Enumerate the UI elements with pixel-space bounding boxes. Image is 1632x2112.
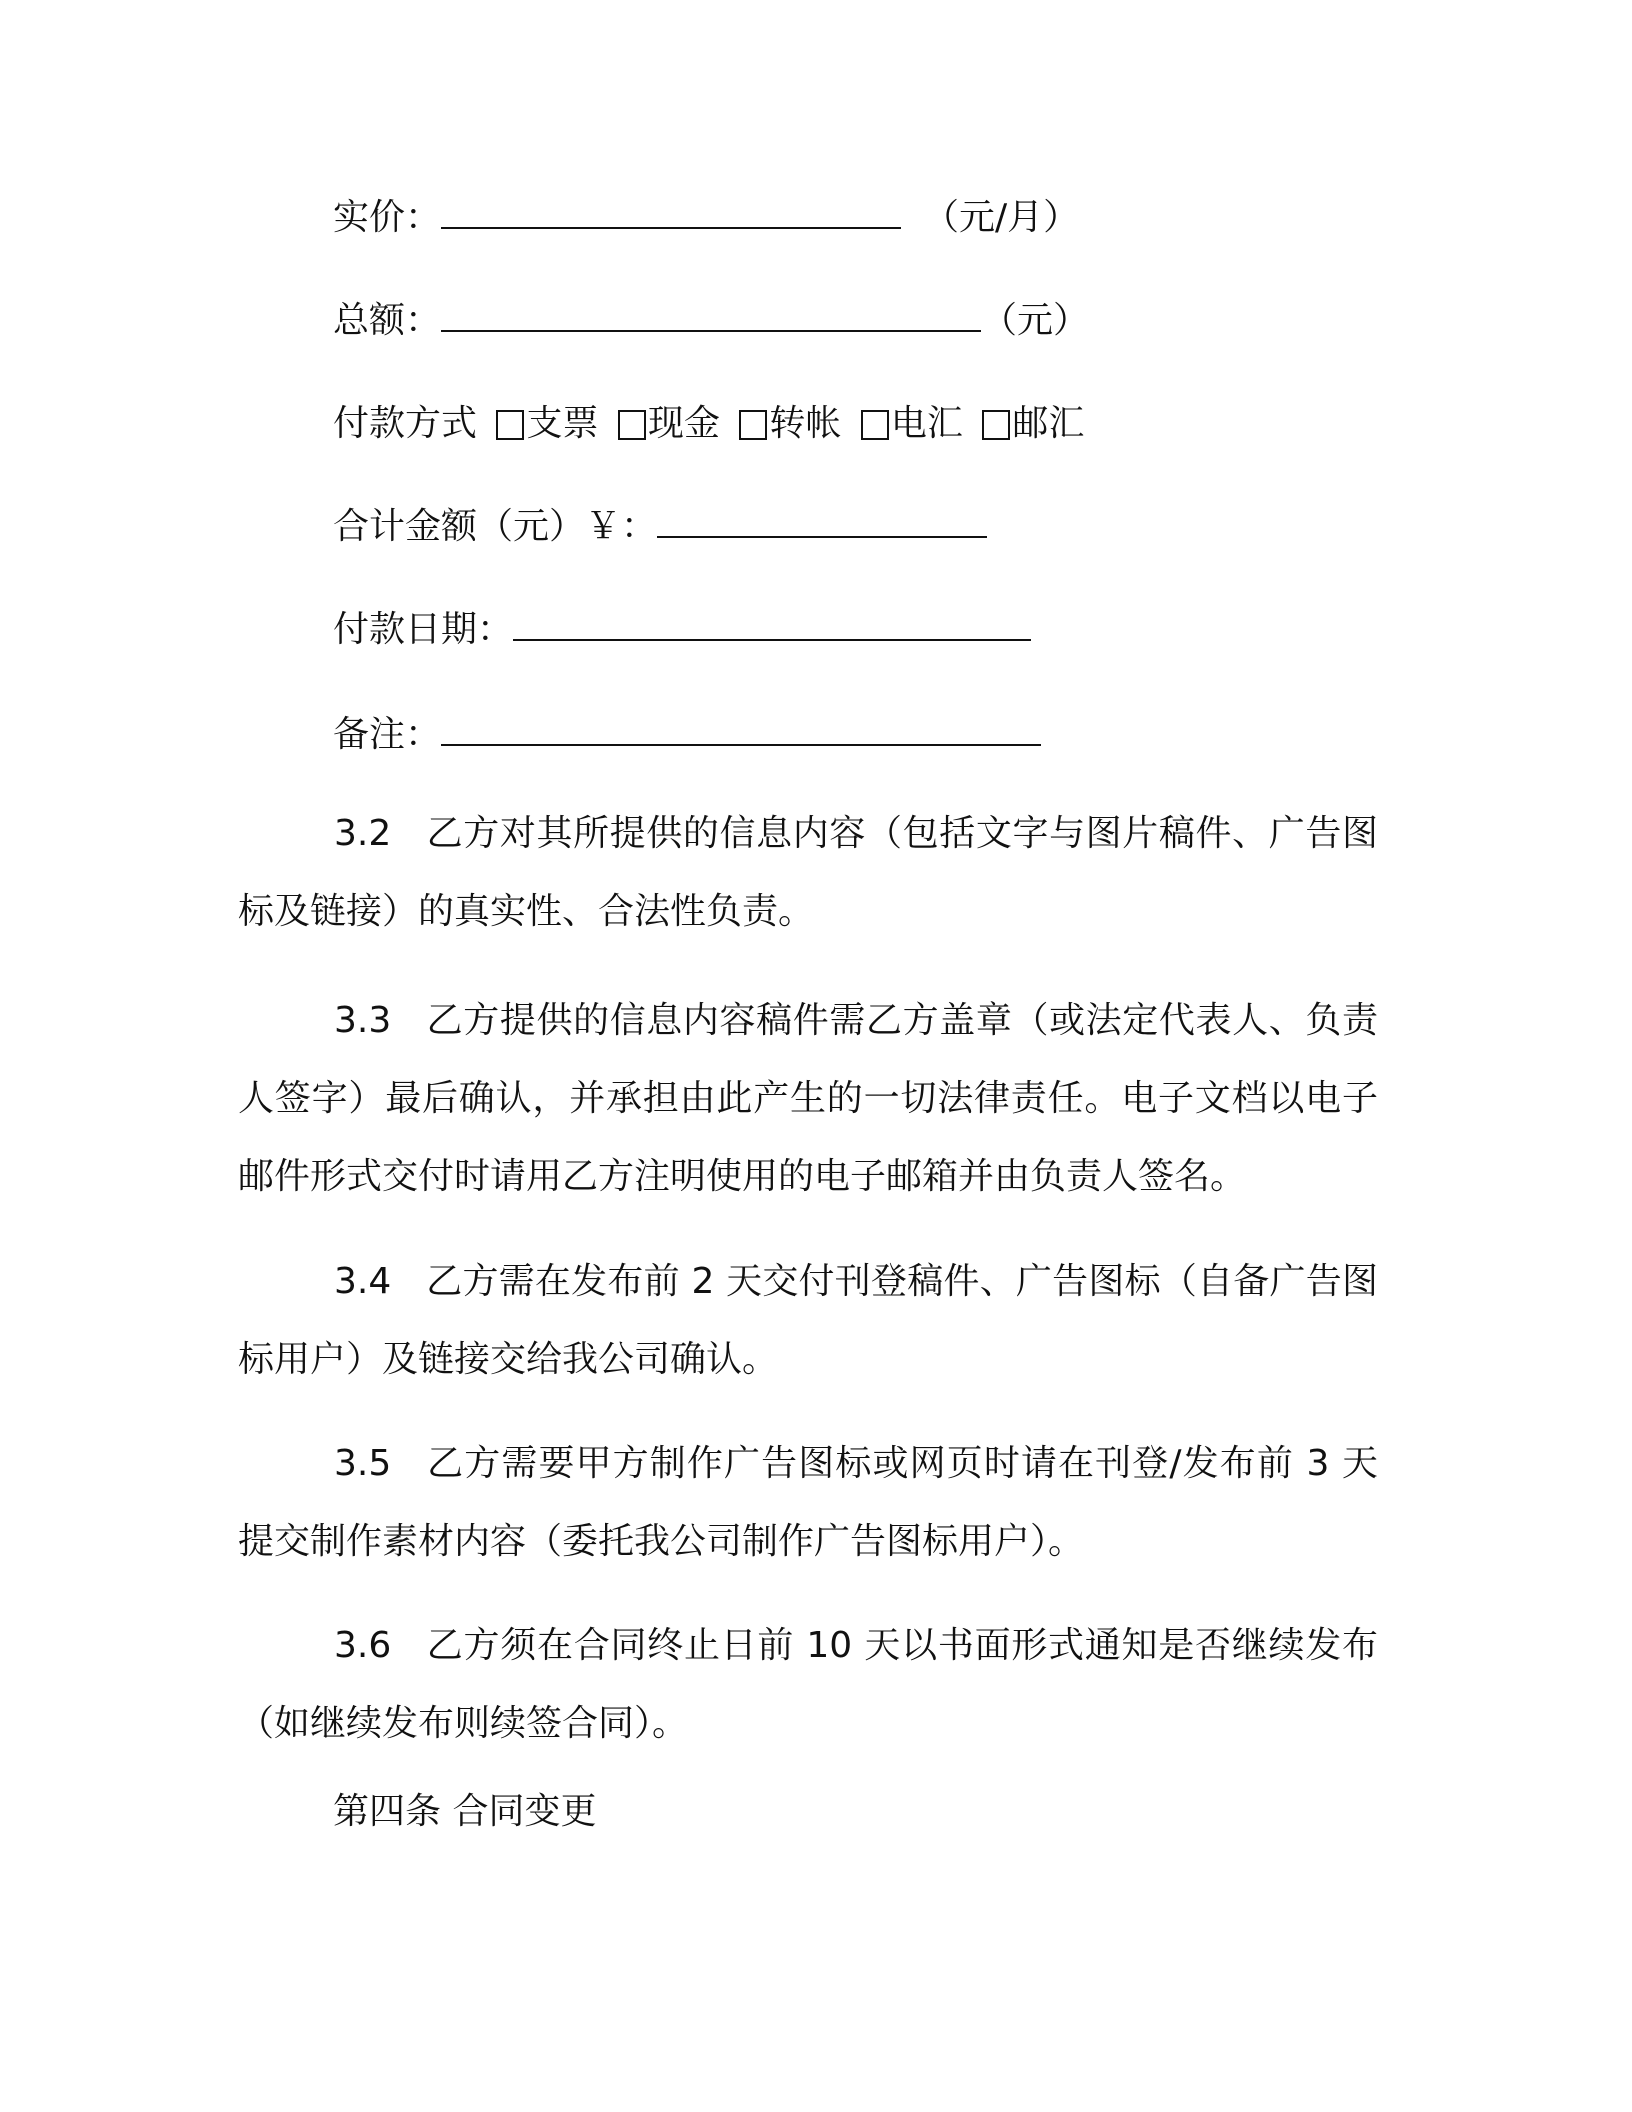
payment-date-label: 付款日期： (333, 609, 514, 650)
sum-amount-label: 合计金额（元）￥： (333, 506, 658, 547)
sum-amount-row (333, 505, 987, 549)
payment-method-row (333, 402, 1084, 446)
payment-date-row (333, 608, 1031, 652)
clause-number: 3.3 (334, 1000, 392, 1041)
actual-price-blank[interactable] (441, 197, 901, 229)
clause-text: 乙方须在合同终止日前 10 天以书面形式通知是否继续发布（如继续发布则续签合同）。 (238, 1625, 1378, 1744)
clause-3-6 (238, 1607, 1378, 1763)
section-heading: 第四条 合同变更 (333, 1791, 597, 1832)
sum-amount-blank[interactable] (657, 506, 987, 538)
actual-price-unit: （元/月） (923, 197, 1080, 238)
checkbox-cheque[interactable] (496, 410, 524, 440)
clause-text: 乙方提供的信息内容稿件需乙方盖章（或法定代表人、负责人签字）最后确认，并承担由此产生的一切法律责任。电子文档以电子邮件形式交付时请用乙方注明使用的电子邮箱并由负责人签名。 (238, 1000, 1378, 1197)
total-amount-blank[interactable] (441, 300, 981, 332)
clause-3-3 (238, 982, 1378, 1216)
clause-text: 乙方需在发布前 2 天交付刊登稿件、广告图标（自备广告图标用户）及链接交给我公司确认。 (238, 1261, 1378, 1380)
actual-price-label: 实价： (333, 197, 442, 238)
clause-number: 3.5 (334, 1443, 392, 1484)
clause-number: 3.4 (334, 1261, 392, 1302)
checkbox-transfer[interactable] (739, 410, 767, 440)
total-amount-label: 总额： (333, 300, 442, 341)
payment-method-label: 付款方式 (333, 403, 478, 444)
total-amount-unit: （元） (981, 300, 1090, 341)
option-wire-label: 电汇 (890, 403, 963, 444)
checkbox-cash[interactable] (618, 410, 646, 440)
checkbox-wire[interactable] (861, 410, 889, 440)
option-postal-label: 邮汇 (1012, 403, 1085, 444)
payment-date-blank[interactable] (513, 609, 1031, 641)
total-amount-row (333, 299, 1089, 343)
remarks-label: 备注： (333, 714, 442, 755)
clause-number: 3.2 (334, 813, 392, 854)
clause-text: 乙方需要甲方制作广告图标或网页时请在刊登/发布前 3 天提交制作素材内容（委托我公司制作广告图标用户）。 (238, 1443, 1378, 1562)
option-transfer-label: 转帐 (769, 403, 842, 444)
remarks-blank[interactable] (441, 714, 1041, 746)
clause-3-2 (238, 795, 1378, 951)
clause-3-4 (238, 1243, 1378, 1399)
option-cash-label: 现金 (647, 403, 720, 444)
option-cheque-label: 支票 (526, 403, 599, 444)
clause-number: 3.6 (334, 1625, 392, 1666)
clause-text: 乙方对其所提供的信息内容（包括文字与图片稿件、广告图标及链接）的真实性、合法性负责。 (238, 813, 1378, 932)
clause-3-5 (238, 1425, 1378, 1581)
remarks-row (333, 713, 1041, 757)
checkbox-postal[interactable] (982, 410, 1010, 440)
actual-price-row (333, 196, 1079, 240)
